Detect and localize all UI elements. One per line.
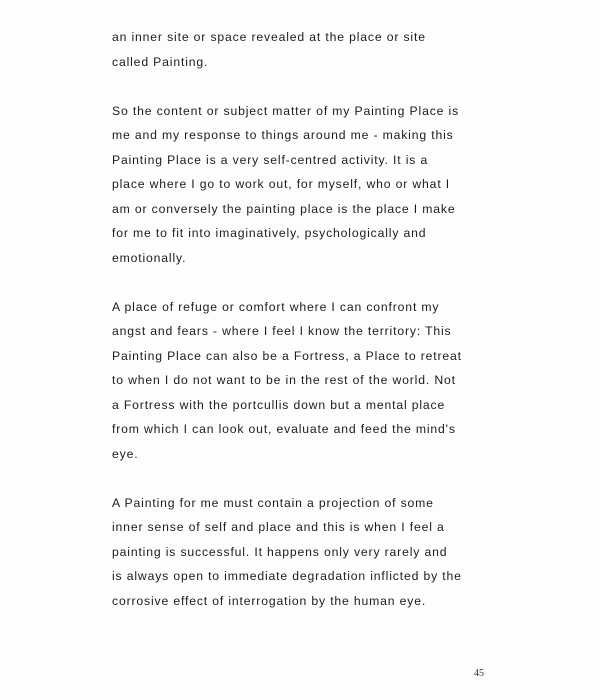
text-line: for me to fit into imaginatively, psychologically and [112, 226, 427, 240]
text-line: painting is successful. It happens only very rarely and [112, 544, 448, 559]
text-line: me and my response to things around me - making this [112, 128, 454, 142]
paragraph [112, 25, 582, 74]
text-line: Painting Place is a very self-centred activity. It is a [112, 152, 429, 167]
text-line: A Painting for me must contain a projection of some [112, 495, 434, 510]
paragraph-spacer [112, 466, 582, 491]
text-line: an inner site or space revealed at the place or site [112, 30, 426, 44]
paragraph [112, 295, 582, 467]
text-line: to when I do not want to be in the rest of the world. Not [112, 373, 456, 387]
paragraph [112, 491, 582, 614]
text-line: emotionally. [112, 250, 187, 265]
text-line: from which I can look out, evaluate and feed the mind's [112, 422, 456, 436]
text-line: corrosive effect of interrogation by the human eye. [112, 593, 427, 608]
paragraph-spacer [112, 270, 582, 295]
text-line: called Painting. [112, 54, 209, 69]
text-line: eye. [112, 446, 139, 461]
body-text [112, 25, 582, 613]
text-line: inner sense of self and place and this is when I feel a [112, 520, 445, 534]
text-line: Painting Place can also be a Fortress, a Place to retreat [112, 348, 462, 363]
text-line: So the content or subject matter of my Painting Place is [112, 103, 460, 118]
text-line: place where I go to work out, for myself, who or what I [112, 177, 451, 191]
page-number: 45 [474, 668, 484, 679]
paragraph [112, 99, 582, 271]
text-line: A place of refuge or comfort where I can confront my [112, 299, 440, 314]
text-line: a Fortress with the portcullis down but a mental place [112, 397, 446, 412]
text-line: is always open to immediate degradation inflicted by the [112, 569, 462, 583]
text-line: am or conversely the painting place is the place I make [112, 201, 456, 216]
text-line: angst and fears - where I feel I know the territory: This [112, 324, 452, 338]
paragraph-spacer [112, 74, 582, 99]
